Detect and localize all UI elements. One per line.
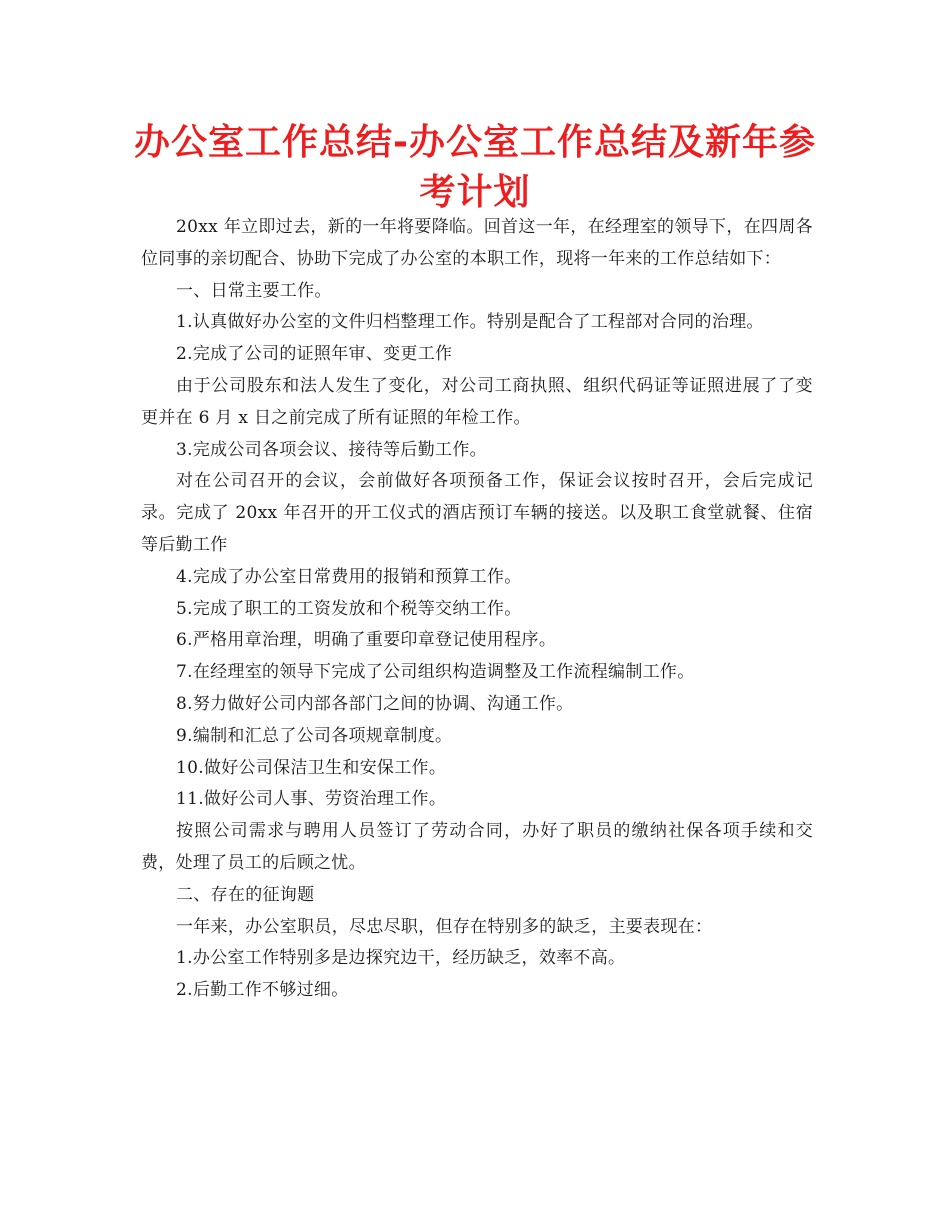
paragraph: 按照公司需求与聘用人员签订了劳动合同，办好了职员的缴纳社保各项手续和交费，处理了员工的后顾之忧。 [141,821,813,873]
list-item: 10.做好公司保洁卫生和安保工作。 [176,757,447,778]
paragraph-intro: 20xx 年立即过去，新的一年将要降临。回首这一年，在经理室的领导下，在四周各位同事的亲切配合、协助下完成了办公室的本职工作，现将一年来的工作总结如下： [141,217,813,269]
document-body [141,212,813,1007]
paragraph: 对在公司召开的会议，会前做好各项预备工作，保证会议按时召开，会后完成记录。完成了 20xx 年召开的开工仪式的酒店预订车辆的接送。以及职工食堂就餐、住宿等后勤工作 [141,471,813,555]
list-item: 1.办公室工作特别多是边探究边干，经历缺乏，效率不高。 [176,948,626,969]
list-item: 4.完成了办公室日常费用的报销和预算工作。 [176,566,522,587]
list-item: 11.做好公司人事、劳资治理工作。 [176,789,447,810]
list-item: 1.认真做好办公室的文件归档整理工作。特别是配合了工程部对合同的治理。 [176,312,764,333]
section-heading-problems: 二、存在的征询题 [176,884,315,905]
list-item: 2.后勤工作不够过细。 [176,980,349,1001]
list-item: 9.编制和汇总了公司各项规章制度。 [176,725,453,746]
section-heading-daily-work: 一、日常主要工作。 [176,280,332,301]
list-item: 7.在经理室的领导下完成了公司组织构造调整及工作流程编制工作。 [176,662,695,683]
list-item: 2.完成了公司的证照年审、变更工作 [176,344,453,365]
list-item: 8.努力做好公司内部各部门之间的协调、沟通工作。 [176,693,574,714]
document-title: 办公室工作总结-办公室工作总结及新年参考计划 [134,122,816,213]
list-item: 6.严格用章治理，明确了重要印章登记使用程序。 [176,630,557,651]
paragraph: 一年来，办公室职员，尽忠尽职，但存在特别多的缺乏，主要表现在： [176,916,713,937]
paragraph: 由于公司股东和法人发生了变化，对公司工商执照、组织代码证等证照进展了了变更并在 6 月 x 日之前完成了所有证照的年检工作。 [141,375,813,428]
list-item: 5.完成了职工的工资发放和个税等交纳工作。 [176,598,522,619]
list-item: 3.完成公司各项会议、接待等后勤工作。 [176,439,487,460]
